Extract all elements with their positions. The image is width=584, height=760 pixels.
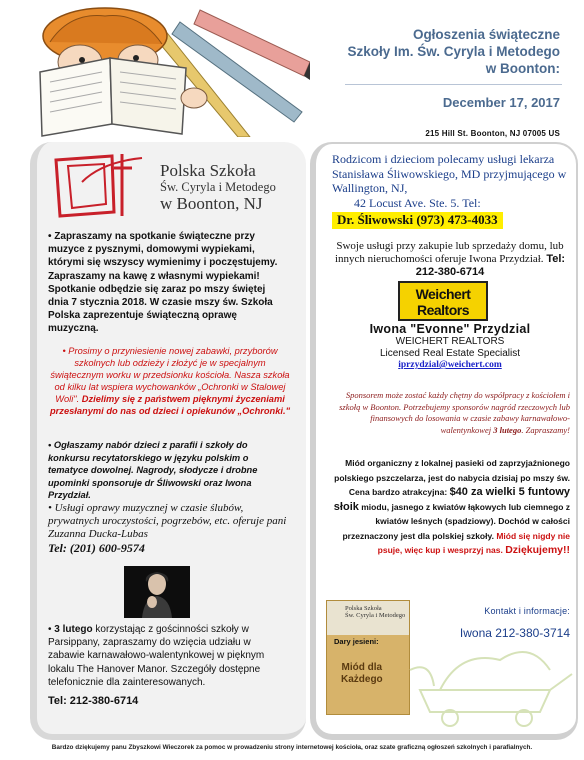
agent-company: WEICHERT REALTORS xyxy=(395,336,505,347)
ochronka-donation-announcement xyxy=(50,345,290,417)
honey-poster-image xyxy=(326,600,410,715)
weichert-logo-line-2: Realtors xyxy=(416,302,470,318)
honey-slogan: Miód się nigdy nie psuje, więc kup i wesprzyj nas. xyxy=(377,530,570,555)
honey-price: $40 za wielki 5 funtowy słoik xyxy=(333,486,570,513)
doctor-phone-highlight: Dr. Śliwowski (973) 473-4033 xyxy=(332,212,503,229)
carnival-party-announcement: • 3 lutego korzystając z gościnności szkoły w Parsippany, zapraszamy do wzięcia udziału w zabawie karnawałowo-walentynkowej w pięknym lokalu The Hanover Manor. Szczegóły dostępne telefonicznie dla zainteresowanych. Tel: 212-380-6714 xyxy=(48,623,288,708)
reading-child-illustration xyxy=(10,2,310,137)
poster-logo-text xyxy=(345,605,405,619)
school-logo-text xyxy=(160,162,310,213)
poster-label: Dary jesieni: xyxy=(334,637,379,646)
sponsor-appeal xyxy=(326,390,570,436)
christmas-meeting-announcement: • Zapraszamy na spotkanie świąteczne przy muzyce z pysznymi, domowymi wypiekami, którymi się wszyscy wymienimy i poczęstujemy. Zapraszamy na kawę z własnymi wypiekami! Spotkanie odbędzie się zaraz po mszy świętej dnia 7 stycznia 2018. W czasie mszy św. Szkoła Polska zaprezentuje świąteczną oprawę muzyczną. xyxy=(48,231,278,335)
real-estate-phone: Tel: 212-380-6714 xyxy=(415,253,566,278)
logo-line-1: Polska Szkoła xyxy=(160,161,256,180)
carnival-phone: Tel: 212-380-6714 xyxy=(48,695,139,708)
title-line-3: w Boonton: xyxy=(485,61,560,76)
performer-photo xyxy=(124,566,190,618)
real-estate-offer xyxy=(325,240,575,279)
honey-sale-announcement xyxy=(326,456,570,558)
doctor-intro: Rodzicom i dzieciom polecamy usługi lekarza Stanisława Śliwowskiego, MD przyjmującego w Wallington, NJ, xyxy=(332,152,567,196)
logo-line-2: Św. Cyryla i Metodego xyxy=(160,180,276,194)
honey-thanks: Dziękujemy!! xyxy=(505,544,570,556)
sponsor-date: 3 lutego xyxy=(493,424,522,435)
bulletin-title xyxy=(280,26,560,77)
doctor-recommendation xyxy=(332,152,568,229)
footer-credits: Bardzo dziękujemy panu Zbyszkowi Wieczorek za pomoc w prowadzeniu strony internetowej kościoła, oraz szate graficzną ogłoszeń szkolnych i parafialnych. xyxy=(51,744,533,751)
carnival-date: 3 lutego xyxy=(54,624,93,635)
doctor-address: 42 Locust Ave. Ste. 5. Tel: xyxy=(354,195,481,210)
honey-intro: Miód organiczny z lokalnej pasieki od zaprzyjaźnionego polskiego pszczelarza, jest do nabycia dzisiaj po mszy św. Cena bardzo atrakcyjna: xyxy=(334,458,570,497)
school-address: 215 Hill St. Boonton, NJ 07005 US xyxy=(425,129,560,138)
sponsor-end: . Zapraszamy! xyxy=(521,424,570,435)
contact-label: Kontakt i informacje: xyxy=(484,606,570,616)
title-line-2: Szkoły Im. Św. Cyryla i Metodego xyxy=(347,44,560,59)
agent-title: Licensed Real Estate Specialist xyxy=(379,348,521,359)
poster-logo-line-2: Św. Cyryla i Metodego xyxy=(345,612,406,619)
contact-phone: Iwona 212-380-3714 xyxy=(459,626,570,640)
title-line-1: Ogłoszenia świąteczne xyxy=(412,27,560,42)
header-divider xyxy=(345,84,562,85)
agent-email-link[interactable]: iprzydzial@weichert.com xyxy=(398,360,502,370)
donation-wishes-text: Dzielimy się z państwem pięknymi życzeniami przesłanymi do nas od dzieci i opiekunów „Ochronki." xyxy=(50,394,290,416)
recitation-contest-announcement: • Ogłaszamy nabór dzieci z parafii i szkoły do konkursu recytatorskiego w języku polskim o tematyce dowolnej. Nagrody, słodycze i drobne upominki sponsoruje dr Śliwowski oraz Iwona Przydział. xyxy=(48,440,258,500)
bulletin-date: December 17, 2017 xyxy=(442,95,560,110)
music-services-phone: Tel: (201) 600-9574 xyxy=(48,540,145,555)
poster-title-line-1: Miód dla xyxy=(341,662,383,673)
cart-sketch-illustration xyxy=(400,630,578,730)
weichert-logo xyxy=(398,281,488,321)
weichert-logo-line-1: Weichert xyxy=(415,286,471,302)
donation-text: • Prosimy o przyniesienie nowej zabawki, przyborów szkolnych lub odzieży i złożyć je w specjalnym świątecznym worku w przedsionku kościoła. Nasza szkoła od kilku lat wspiera wychowanków „Ochronki w Stalowej Woli". xyxy=(50,346,290,404)
agent-name: Iwona "Evonne" Przydzial xyxy=(369,322,531,336)
poster-title xyxy=(341,662,383,686)
poster-logo-line-1: Polska Szkoła xyxy=(345,605,382,612)
sponsor-text: Sponsorem może zostać każdy chętny do współpracy z kościołem i szkołą w Boonton. Potrzebujemy sponsorów nagród rzeczowych lub finansowych do losowania w czasie zabawy karnawałowo-walentynkowej xyxy=(339,390,570,435)
contact-info xyxy=(420,606,570,640)
agent-card xyxy=(325,322,575,370)
real-estate-text: Swoje usługi przy zakupie lub sprzedaży domu, lub innych nieruchomości oferuje Iwona Przydział. xyxy=(334,240,564,265)
carnival-text: korzystając z gościnności szkoły w Parsippany, zapraszamy do wzięcia udziału w zabawie karnawałowo-walentynkowej w pięknym lokalu The Hanover Manor. Szczegóły dostępne telefonicznie dla zainteresowanych. xyxy=(48,624,265,688)
poster-title-line-2: Każdego xyxy=(341,674,383,685)
music-services-text: • Usługi oprawy muzycznej w czasie ślubów, prywatnych uroczystości, pogrzebów, etc. oferuje pani Zuzanna Ducka-Lubas xyxy=(48,502,287,541)
logo-line-3: w Boonton, NJ xyxy=(160,194,263,213)
music-services-announcement xyxy=(48,502,288,556)
honey-details: miodu, jasnego z kwiatów łąkowych lub ciemnego z kwiatów leśnych (spadziowy). Dochód w całości przeznaczony jest dla polskiej szkoły. xyxy=(342,501,570,541)
